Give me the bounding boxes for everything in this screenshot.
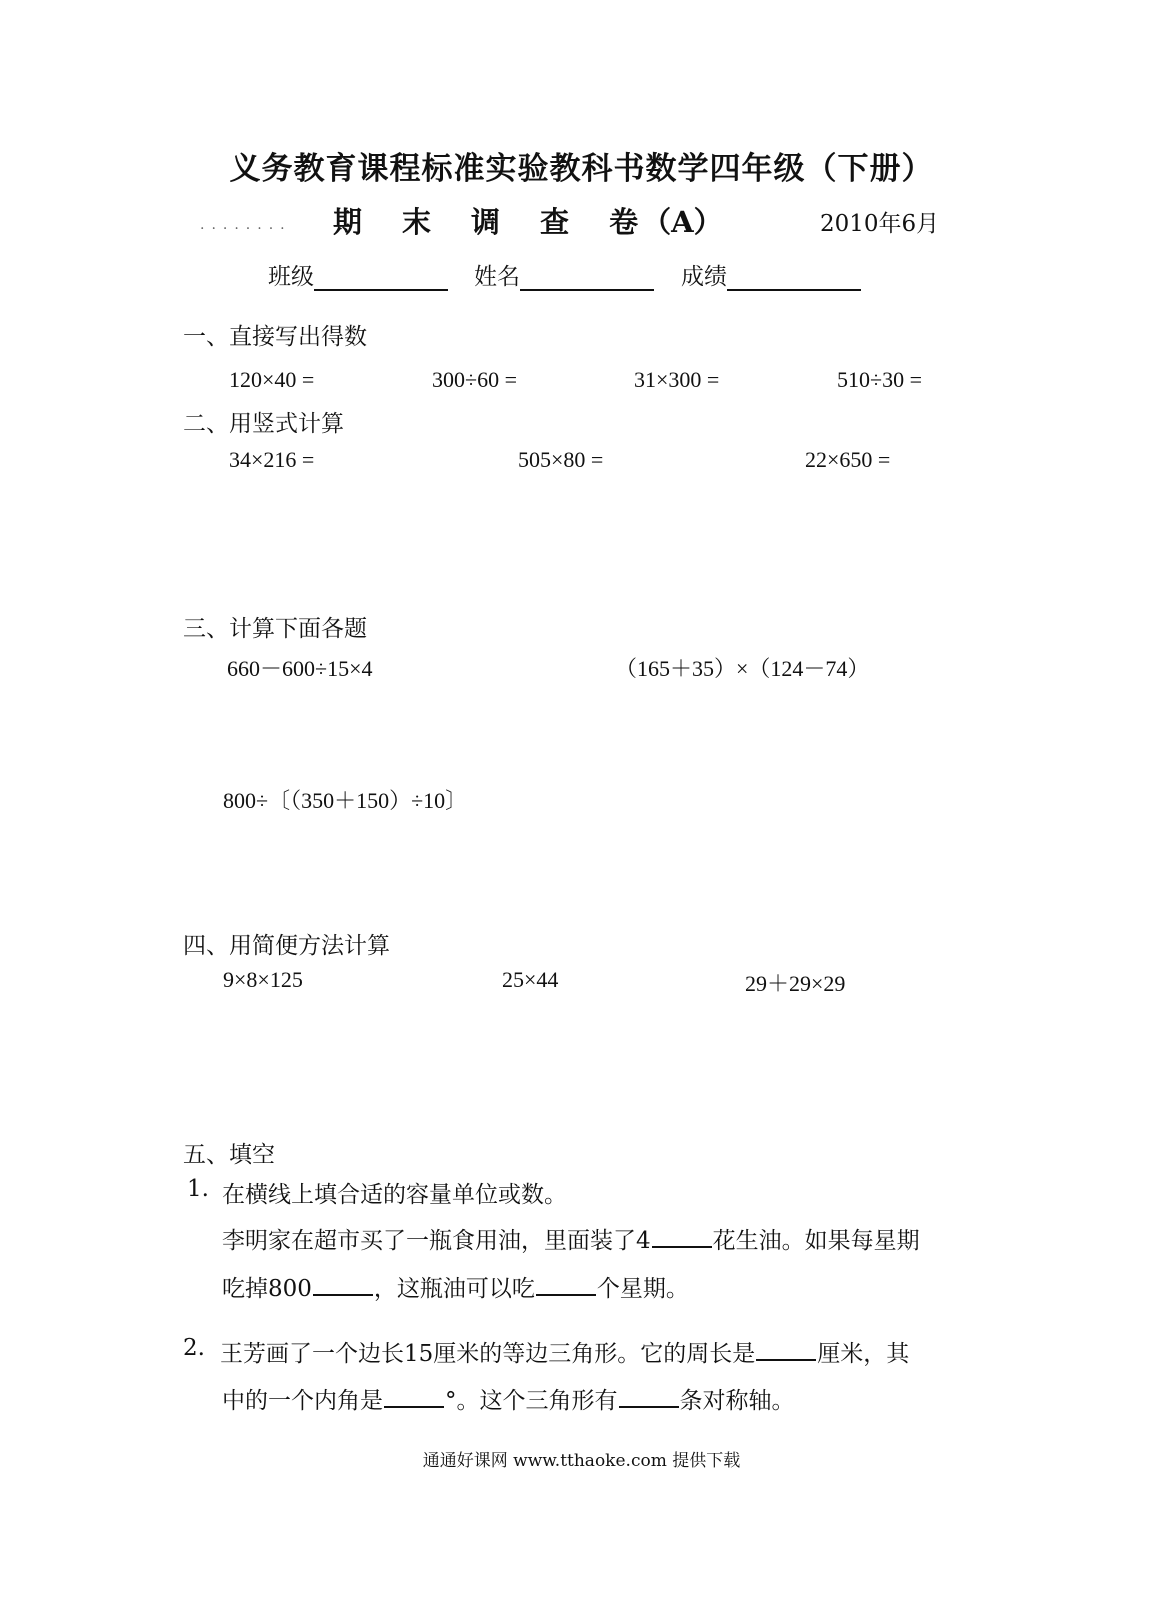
section2-item: 505×80 = xyxy=(518,447,604,472)
subtitle-char: 查 xyxy=(540,205,570,239)
exam-date: 2010年6月 xyxy=(820,211,940,237)
q2-line1 xyxy=(220,1335,909,1368)
q1-text: 吃掉800 xyxy=(222,1276,312,1302)
score-blank[interactable] xyxy=(727,265,861,291)
section1-item: 120×40 = xyxy=(229,367,315,392)
q1-text: 个星期。 xyxy=(596,1276,689,1302)
section2-heading: 二、用竖式计算 xyxy=(183,411,344,437)
answer-blank[interactable] xyxy=(619,1384,679,1408)
subtitle-char: 末 xyxy=(402,205,432,239)
footer-source: 通通好课网 www.tthaoke.com 提供下载 xyxy=(422,1451,741,1471)
q1-line2 xyxy=(222,1270,689,1303)
class-field[interactable] xyxy=(268,258,448,291)
q1-text: 李明家在超市买了一瓶食用油，里面装了4 xyxy=(222,1228,651,1254)
section1-heading: 一、直接写出得数 xyxy=(183,324,367,350)
name-blank[interactable] xyxy=(520,265,654,291)
q2-text: °。这个三角形有 xyxy=(445,1388,618,1414)
class-label: 班级 xyxy=(268,264,314,290)
section3-item: （165＋35）×（124－74） xyxy=(615,656,870,681)
q1-text: ，这瓶油可以吃 xyxy=(373,1276,535,1302)
section2-item: 34×216 = xyxy=(229,447,315,472)
decorative-dots: ........ xyxy=(200,217,292,233)
score-field[interactable] xyxy=(681,258,861,291)
section3-item: 800÷〔（350＋150）÷10〕 xyxy=(223,788,468,813)
q2-line2 xyxy=(222,1382,795,1415)
section2-item: 22×650 = xyxy=(805,447,891,472)
section3-heading: 三、计算下面各题 xyxy=(183,616,367,642)
question-number: 1. xyxy=(187,1176,209,1202)
q1-text: 花生油。如果每星期 xyxy=(712,1228,920,1254)
exam-subtitle xyxy=(333,200,723,241)
answer-blank[interactable] xyxy=(652,1224,712,1248)
question-number: 2. xyxy=(183,1335,205,1361)
section1-item: 510÷30 = xyxy=(837,367,922,392)
subtitle-char: 卷 xyxy=(609,205,639,239)
q2-text: 王芳画了一个边长15厘米的等边三角形。它的周长是 xyxy=(220,1341,756,1367)
answer-blank[interactable] xyxy=(536,1272,596,1296)
name-field[interactable] xyxy=(474,258,654,291)
q1-prompt: 在横线上填合适的容量单位或数。 xyxy=(222,1182,567,1208)
section5-heading: 五、填空 xyxy=(183,1142,275,1168)
q2-text: 厘米，其 xyxy=(817,1341,910,1367)
subtitle-char: 期 xyxy=(333,205,363,239)
subtitle-char: 调 xyxy=(471,205,501,239)
answer-blank[interactable] xyxy=(384,1384,444,1408)
section1-item: 300÷60 = xyxy=(432,367,517,392)
section1-item: 31×300 = xyxy=(634,367,720,392)
subtitle-char: （A） xyxy=(642,205,723,239)
q2-text: 条对称轴。 xyxy=(679,1388,795,1414)
answer-blank[interactable] xyxy=(756,1337,816,1361)
answer-blank[interactable] xyxy=(313,1272,373,1296)
section4-item: 29＋29×29 xyxy=(745,971,846,996)
page-title: 义务教育课程标准实验教科书数学四年级（下册） xyxy=(229,151,934,187)
section3-item: 660－600÷15×4 xyxy=(227,656,373,681)
name-label: 姓名 xyxy=(474,264,520,290)
class-blank[interactable] xyxy=(314,265,448,291)
section4-item: 9×8×125 xyxy=(223,967,303,992)
q2-text: 中的一个内角是 xyxy=(222,1388,383,1414)
section4-heading: 四、用简便方法计算 xyxy=(183,933,390,959)
q1-line1 xyxy=(222,1222,920,1255)
section4-item: 25×44 xyxy=(502,967,559,992)
score-label: 成绩 xyxy=(681,264,727,290)
